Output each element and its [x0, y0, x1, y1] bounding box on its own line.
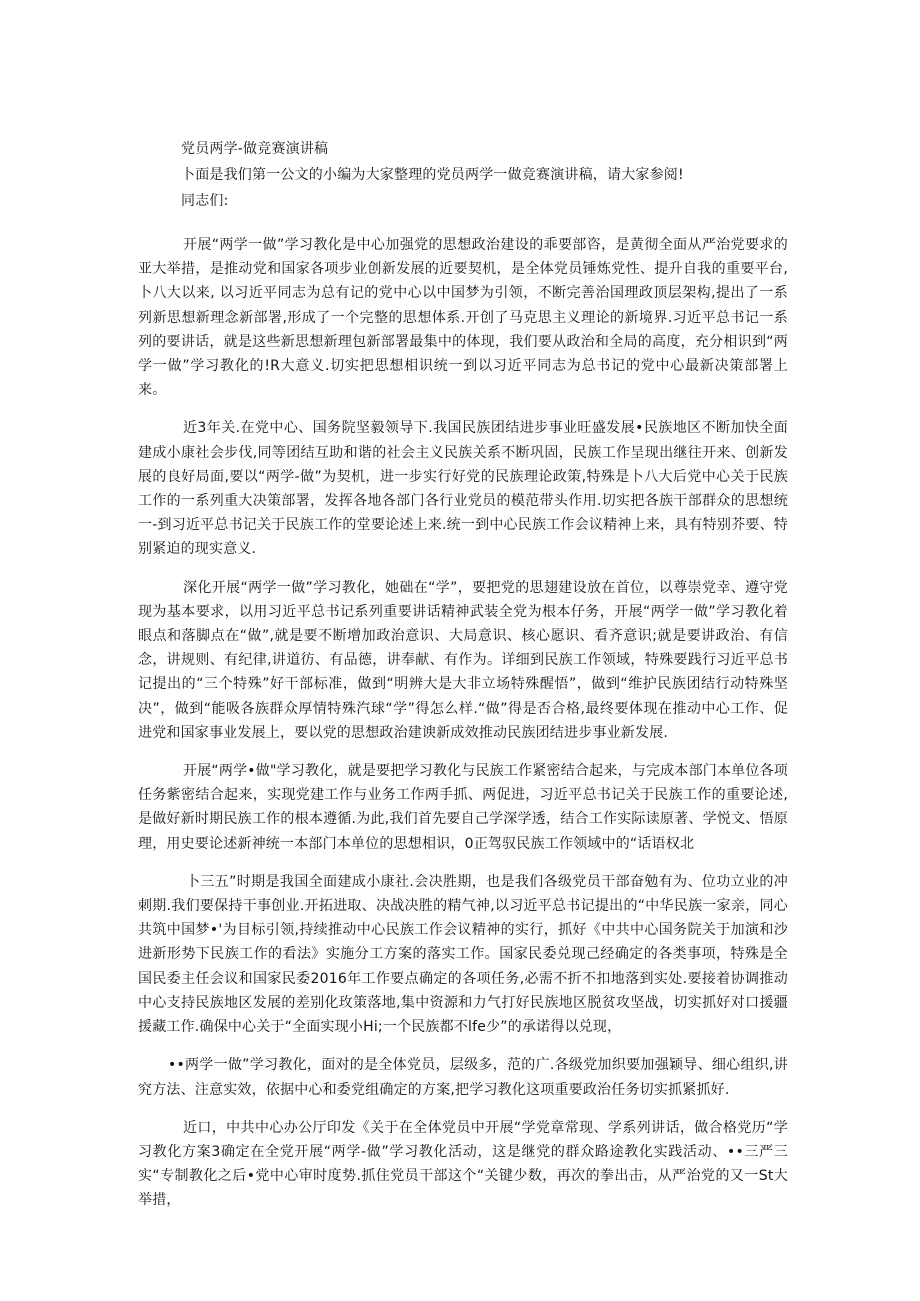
paragraph: ••两学一做”学习教化，面对的是全体党员，层级多，范的广.各级党加织要加强颖导、细心组织,讲究方法、注意实效，依据中心和委党组确定的方案,把学习教化这项重要政治任务切实抓紧抓好. [138, 1057, 788, 1098]
intro-line: 卜面是我们第一公文的小编为大家整理的党员两学一做竞赛演讲稿，请大家参阅! [181, 167, 684, 183]
paragraph: 卜三五”时期是我国全面建成小康社.会决胜期，也是我们各级党员干部奋勉有为、位功立业的冲刺期.我们要保持干事创业.开拓进取、决战决胜的精气神,以习近平总书记提出的“中华民族一家亲，同心共筑中国梦•'为目标引领,持续推动中心民族工作会议精神的实行，抓好《中共中心国务院关于加演和沙进新形势下民族工作的看法》实施分工方案的落实工作。国家民委兑现己经确定的各类事项，特殊是全国民委主任会议和国家民委2016年工作要点确定的各项任务,必需不折不扣地落到实处.要接着协调推动中心支持民族地区发展的差别化玫策落地,集中资源和力气打好民族地区脱贫攻坚战，切实抓好对口援疆援藏工作.确保中心关于“全面实现小Hi;一个民族都不lfe少”的承诺得以兑现， [138, 873, 788, 1036]
paragraph: 近3年关.在党中心、国务院坚毅领导下.我国民族团结进步事业旺盛发展•民族地区不断加快全面建成小康社会步伐,同等团结互助和谐的社会主义民族关系不断巩固，民族工作呈现出继往开来、创新发展的良好局面,要以“两学-做”为契机，进一步实行好党的民族理论政策,特殊是卜八大后党中心关于民族工作的一系列重大决策部署，发挥各地各部门各行业党员的模范带头作用.切实把各族干部群众的思想统一-到习近平总书记关于民族工作的堂要论述上来.统一到中心民族工作会议精神上来，具有特别芥要、特别紧迫的现实意义. [138, 420, 788, 558]
document-title: 党员两学-做竞赛演讲稿 [181, 141, 329, 157]
paragraph: 近口，中共中心办公厅印发《关于在全体党员中开展“学党章常现、学系列讲话，做合格党历“学习教化方案3确定在全党开展“两学-做”学习教化活动，这是继党的群众路途教化实践活动、••三严三实“专制教化之后•党中心审时度势.抓住党员干部这个“关键少数，再次的拳出击，从严治党的又一St大举措， [138, 1119, 788, 1209]
paragraph: 开展“两学•做"学习教化，就是要把学习教化与民族工作紧密结合起来，与完成本部门本单位各项任务紫密结合起来，实现党建工作与业务工作两手抓、两促进，习近平总书记关于民族工作的重要论述,是做好新时期民族工作的根本遵循.为此,我们首先要自己学深学透，结合工作实际读原著、学悦文、悟原理，用史要论述新神统一本部门本单位的思想相识，0正驾驭民族工作领域中的“话语权北 [138, 763, 788, 852]
paragraph: 开展“两学一做”学习教化是中心加强党的思想政治建设的乖要部咨，是黄彻全面从严治党要求的亚大举措，是推动党和国家各项步业创新发展的近要契机，是全体党员锤炼党性、提升自我的重要平台,卜八大以来, 以习近平同志为总有记的党中心以中国梦为引领，不断完善治国理政顶层架构,提出了一系列新思想新理念新部署,形成了一个完整的思想体系.开创了马克思主义理论的新境界.习近平总书记一系列的要讲话，就是这些新思想新理包新部署最集中的体现，我们要从政治和全局的高度，充分相识到“两学一做”学习教化的!R大意义.切实把思想相识统一到以习近平同志为总书记的党中心最新决策部署上来。 [138, 237, 788, 399]
document-body [138, 233, 788, 1213]
paragraph: 深化开展“两学一做”学习教化，她础在“学”，要把党的思翅建设放在首位，以尊崇党幸、遵守党现为基本要求，以用习近平总书记系列重要讲话精神武装全党为根本仔务，开展“两学一做”学习教化着眼点和落脚点在“做”,就是要不断增加政治意识、大局意识、核心愿识、看齐意识;就是要讲政治、有信念，讲规则、有纪律,讲道彷、有品德，讲奉献、有作为。详细到民族工作领域，特殊要践行习近平总书记提出的“三个特殊”好干部标准，做到“明辨大是大非立场特殊醒悟”，做到“维护民族团结行动特殊坚决”，做到“能吸各族群众厚情特殊汽球“学”得怎么样.“做”得是否合格,最终要体现在推动中心工作、促进党和国家事业发展上，要以党的思想政治建谀新成效推动民族团结进步事业新发展. [138, 579, 788, 741]
greeting: 同志们: [181, 193, 229, 209]
